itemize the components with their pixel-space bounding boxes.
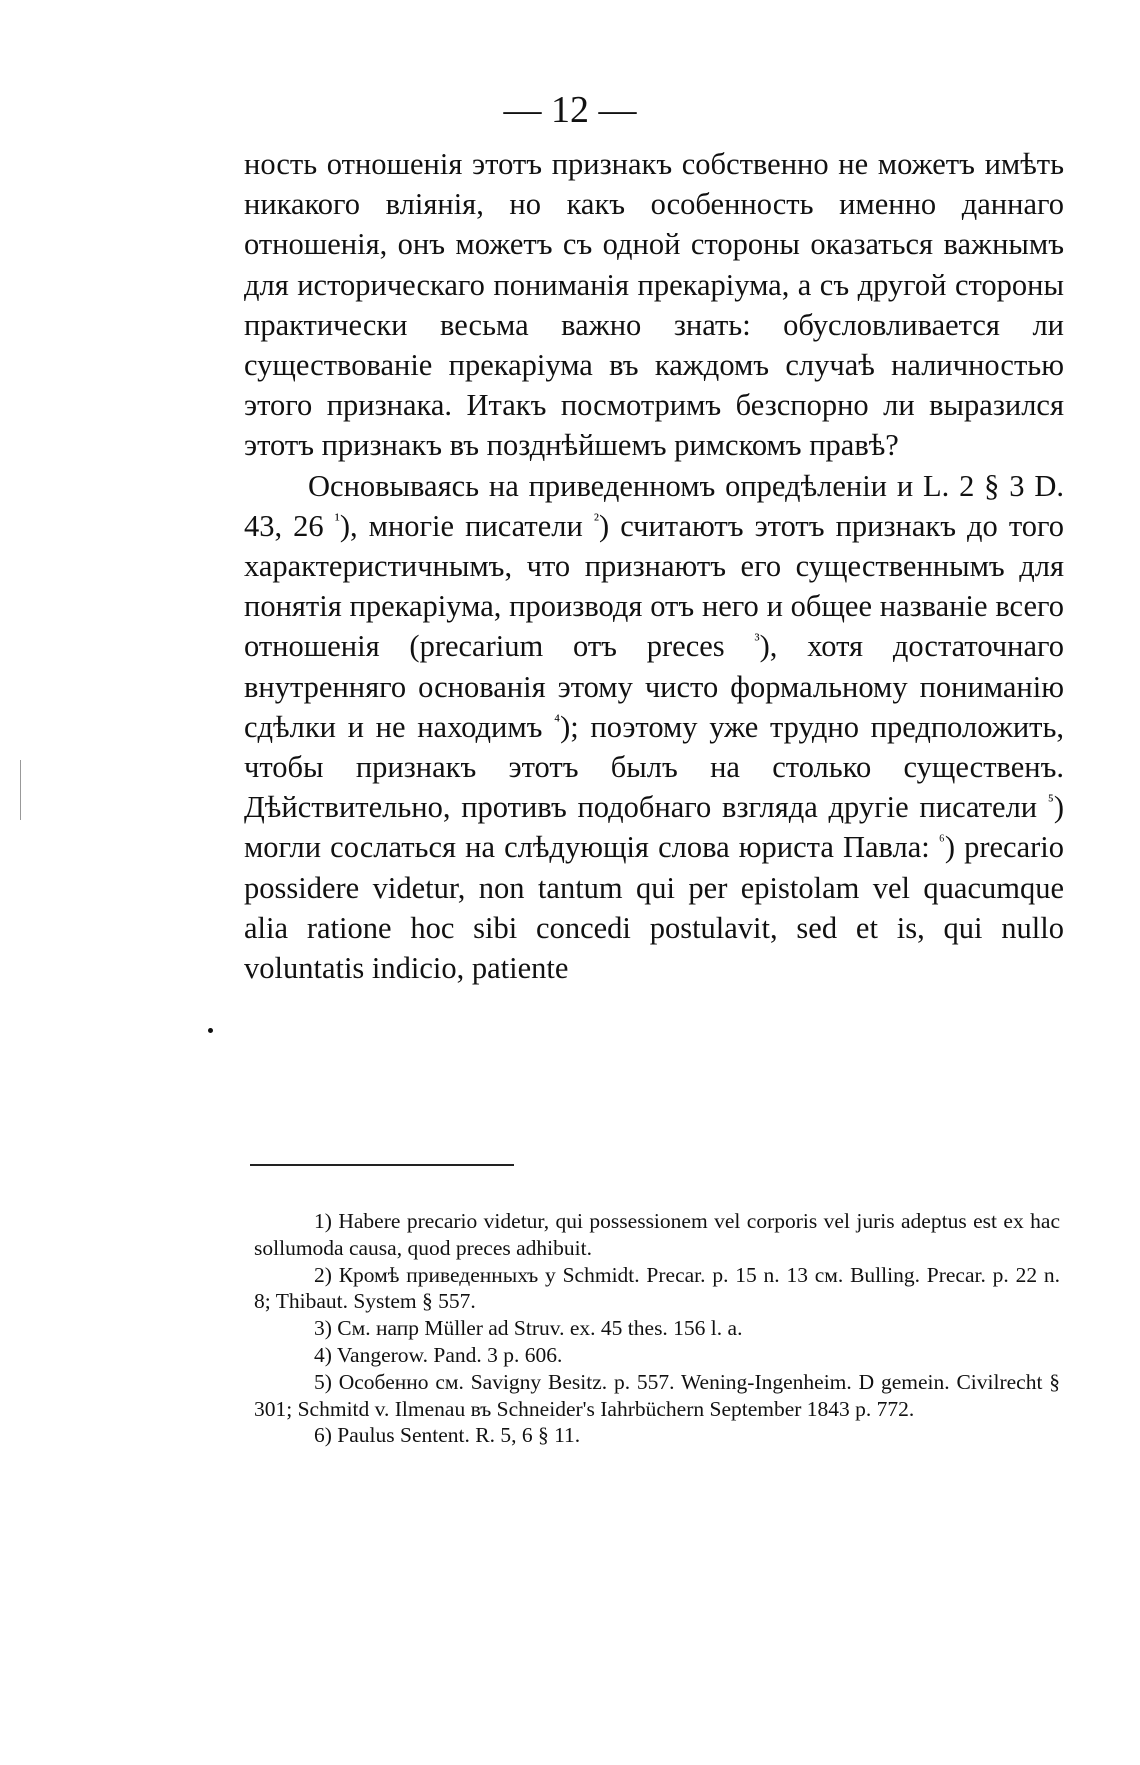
footnote-6: 6) Paulus Sentent. R. 5, 6 § 11. [314,1423,581,1448]
paragraph-2-latin-quote: ) precario possidere videtur, non tantum qui per epistolam vel quacumque alia ratione hoc sibi concedi postulavit, sed et is, qui nullo voluntatis indicio, patiente [244,830,1064,986]
paragraph-2-text-f: ) могли сослаться на слѣдующія слова юриста Павла: [244,790,1064,865]
footnote-ref-5: ⁵ [1047,791,1054,811]
footnote-ref-3: ³ [754,630,760,650]
paragraph-2-text-b: ), многіе писатели [339,508,594,543]
paragraph-2 [244,466,1064,989]
main-text [244,144,1064,988]
footnote-ref-1: ¹ [334,509,340,529]
footnote-5: 5) Особенно см. Savigny Besitz. p. 557. Wening-Ingenheim. D gemein. Civilrecht § 301; Schmitd v. Ilmenau въ Schneider's Iahrbüchern September 1843 p. 772. [254,1369,1060,1421]
paragraph-1 [244,144,1064,466]
footnote-3: 3) См. напр Müller ad Struv. ex. 45 thes. 156 l. a. [314,1316,743,1341]
paragraph-2-text-e: ); поэтому уже трудно предположить, чтобы признакъ этотъ былъ на столько существенъ. Дѣйствительно, противъ подобнаго взгляда другіе писатели [244,709,1064,825]
paragraph-1-text: ность отношенія этотъ признакъ собственно не можетъ имѣть никакого вліянія, но какъ особенность именно даннаго отношенія, онъ можетъ съ одной стороны оказаться важнымъ для историческаго пониманія прекаріума, а съ другой стороны практически весьма важно знать: обусловливается ли существованіе прекаріума въ каждомъ случаѣ наличностью этого признака. Итакъ посмотримъ безспорно ли выразился этотъ признакъ въ позднѣйшемъ римскомъ правѣ? [244,147,1064,463]
footnote-ref-2: ² [593,509,599,529]
footnote-ref-6: ⁶ [938,831,945,851]
paragraph-2-text-d: ), хотя достаточнаго внутренняго основанія этому чисто формальному пониманію сдѣлки и не находимъ [244,629,1064,744]
footnote-4: 4) Vangerow. Pand. 3 p. 606. [314,1342,563,1367]
page-number: — 12 — [503,89,637,131]
footnote-2: 2) Кромѣ приведенныхъ у Schmidt. Precar. p. 15 n. 13 см. Bulling. Precar. p. 22 n. 8; Thibaut. System § 557. [254,1262,1060,1314]
paragraph-2-text-a: Основываясь на приведенномъ опредѣленіи и L. 2 § 3 D. 43, 26 [244,468,1064,543]
margin-tick-mark [20,760,21,820]
footnote-1: 1) Habere precario videtur, qui possessionem vel corporis vel juris adeptus est ex hac sollumoda causa, quod preces adhibuit. [254,1209,1060,1260]
margin-dot [208,1028,213,1033]
footnote-separator-rule [250,1164,514,1166]
footnotes [254,1208,1060,1449]
paragraph-2-text-c: ) считаютъ этотъ признакъ до того характеристичнымъ, что признаютъ его существеннымъ для понятія прекаріума, производя отъ него и общее названіе всего отношенія (precarium отъ preces [244,508,1065,664]
footnote-ref-4: ⁴ [554,710,561,730]
